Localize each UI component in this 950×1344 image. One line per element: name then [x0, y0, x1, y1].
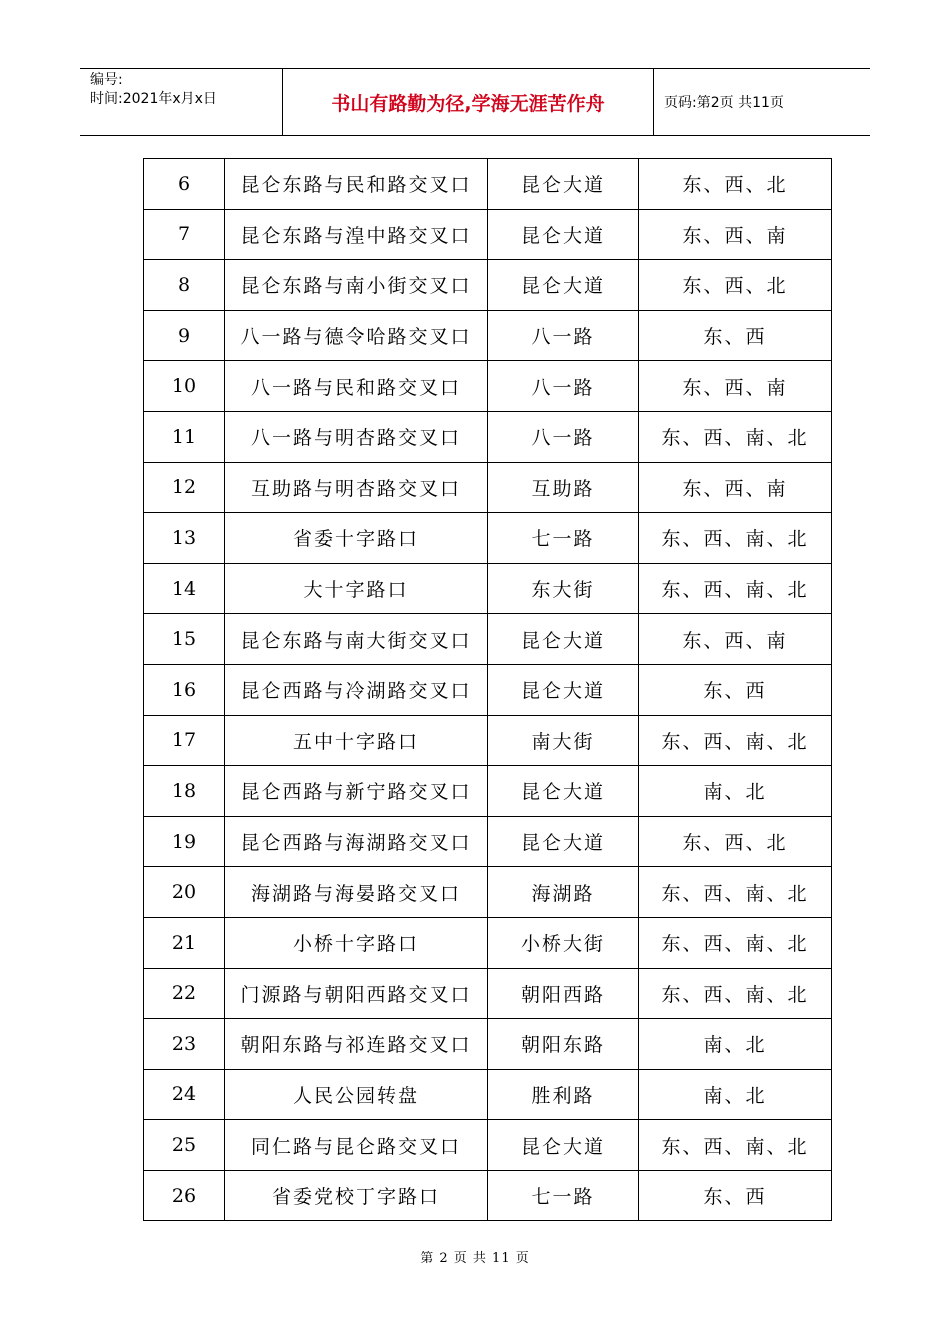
- directions-cell: 东、西、南、北: [639, 1120, 832, 1171]
- row-number-cell: 19: [144, 816, 225, 867]
- table-row: [144, 715, 832, 766]
- directions-cell: 东、西、南、北: [639, 563, 832, 614]
- row-number-cell: 6: [144, 159, 225, 210]
- road-name-cell: 昆仑大道: [488, 260, 639, 311]
- row-number-cell: 14: [144, 563, 225, 614]
- directions-cell: 东、西、南、北: [639, 867, 832, 918]
- page-header: [80, 68, 870, 136]
- directions-cell: 南、北: [639, 1069, 832, 1120]
- table-row: [144, 1069, 832, 1120]
- directions-cell: 东、西、南: [639, 614, 832, 665]
- directions-cell: 东、西: [639, 664, 832, 715]
- road-name-cell: 八一路: [488, 411, 639, 462]
- row-number-cell: 11: [144, 411, 225, 462]
- table-row: [144, 563, 832, 614]
- directions-cell: 东、西、北: [639, 260, 832, 311]
- road-name-cell: 昆仑大道: [488, 766, 639, 817]
- directions-cell: 东、西、南、北: [639, 411, 832, 462]
- directions-cell: 东、西: [639, 310, 832, 361]
- road-name-cell: 东大街: [488, 563, 639, 614]
- table-row: [144, 968, 832, 1019]
- row-number-cell: 10: [144, 361, 225, 412]
- intersection-name-cell: 八一路与明杏路交叉口: [225, 411, 488, 462]
- row-number-cell: 18: [144, 766, 225, 817]
- intersection-name-cell: 八一路与民和路交叉口: [225, 361, 488, 412]
- intersection-name-cell: 海湖路与海晏路交叉口: [225, 867, 488, 918]
- road-name-cell: 胜利路: [488, 1069, 639, 1120]
- intersection-name-cell: 昆仑东路与南小街交叉口: [225, 260, 488, 311]
- directions-cell: 东、西、南: [639, 462, 832, 513]
- header-motto: 书山有路勤为径,学海无涯苦作舟: [282, 69, 654, 135]
- intersection-name-cell: 同仁路与昆仑路交叉口: [225, 1120, 488, 1171]
- intersection-name-cell: 互助路与明杏路交叉口: [225, 462, 488, 513]
- road-name-cell: 八一路: [488, 361, 639, 412]
- table-row: [144, 310, 832, 361]
- intersection-table-container: [143, 158, 832, 1221]
- row-number-cell: 15: [144, 614, 225, 665]
- intersection-table: [143, 158, 832, 1221]
- table-row: [144, 614, 832, 665]
- intersection-name-cell: 五中十字路口: [225, 715, 488, 766]
- table-row: [144, 816, 832, 867]
- table-row: [144, 1120, 832, 1171]
- row-number-cell: 24: [144, 1069, 225, 1120]
- table-row: [144, 462, 832, 513]
- road-name-cell: 昆仑大道: [488, 209, 639, 260]
- table-row: [144, 766, 832, 817]
- table-row: [144, 664, 832, 715]
- row-number-cell: 12: [144, 462, 225, 513]
- table-row: [144, 867, 832, 918]
- intersection-name-cell: 昆仑西路与冷湖路交叉口: [225, 664, 488, 715]
- road-name-cell: 互助路: [488, 462, 639, 513]
- directions-cell: 东、西、南、北: [639, 513, 832, 564]
- table-row: [144, 260, 832, 311]
- row-number-cell: 26: [144, 1170, 225, 1221]
- directions-cell: 南、北: [639, 766, 832, 817]
- directions-cell: 东、西、南、北: [639, 968, 832, 1019]
- row-number-cell: 21: [144, 917, 225, 968]
- row-number-cell: 25: [144, 1120, 225, 1171]
- intersection-table-body: [144, 159, 832, 1221]
- document-date: 时间:2021年x月x日: [90, 91, 217, 107]
- row-number-cell: 20: [144, 867, 225, 918]
- row-number-cell: 17: [144, 715, 225, 766]
- table-row: [144, 917, 832, 968]
- intersection-name-cell: 小桥十字路口: [225, 917, 488, 968]
- road-name-cell: 八一路: [488, 310, 639, 361]
- header-page-code: 页码:第2页 共11页: [664, 95, 784, 111]
- road-name-cell: 小桥大街: [488, 917, 639, 968]
- intersection-name-cell: 省委党校丁字路口: [225, 1170, 488, 1221]
- road-name-cell: 南大街: [488, 715, 639, 766]
- road-name-cell: 海湖路: [488, 867, 639, 918]
- intersection-name-cell: 门源路与朝阳西路交叉口: [225, 968, 488, 1019]
- table-row: [144, 513, 832, 564]
- table-row: [144, 1019, 832, 1070]
- directions-cell: 东、西、南、北: [639, 917, 832, 968]
- row-number-cell: 8: [144, 260, 225, 311]
- road-name-cell: 七一路: [488, 1170, 639, 1221]
- row-number-cell: 16: [144, 664, 225, 715]
- road-name-cell: 昆仑大道: [488, 614, 639, 665]
- road-name-cell: 昆仑大道: [488, 159, 639, 210]
- road-name-cell: 朝阳东路: [488, 1019, 639, 1070]
- road-name-cell: 昆仑大道: [488, 816, 639, 867]
- row-number-cell: 22: [144, 968, 225, 1019]
- intersection-name-cell: 大十字路口: [225, 563, 488, 614]
- intersection-name-cell: 人民公园转盘: [225, 1069, 488, 1120]
- intersection-name-cell: 朝阳东路与祁连路交叉口: [225, 1019, 488, 1070]
- intersection-name-cell: 昆仑西路与海湖路交叉口: [225, 816, 488, 867]
- document-number-label: 编号:: [90, 72, 123, 88]
- directions-cell: 东、西、南: [639, 209, 832, 260]
- table-row: [144, 1170, 832, 1221]
- table-row: [144, 361, 832, 412]
- intersection-name-cell: 八一路与德令哈路交叉口: [225, 310, 488, 361]
- road-name-cell: 昆仑大道: [488, 664, 639, 715]
- page-footer: 第 2 页 共 11 页: [420, 1251, 530, 1266]
- directions-cell: 东、西: [639, 1170, 832, 1221]
- row-number-cell: 9: [144, 310, 225, 361]
- intersection-name-cell: 昆仑东路与民和路交叉口: [225, 159, 488, 210]
- intersection-name-cell: 昆仑东路与湟中路交叉口: [225, 209, 488, 260]
- road-name-cell: 七一路: [488, 513, 639, 564]
- directions-cell: 南、北: [639, 1019, 832, 1070]
- intersection-name-cell: 昆仑东路与南大街交叉口: [225, 614, 488, 665]
- directions-cell: 东、西、南: [639, 361, 832, 412]
- table-row: [144, 159, 832, 210]
- directions-cell: 东、西、北: [639, 816, 832, 867]
- intersection-name-cell: 昆仑西路与新宁路交叉口: [225, 766, 488, 817]
- row-number-cell: 13: [144, 513, 225, 564]
- row-number-cell: 23: [144, 1019, 225, 1070]
- intersection-name-cell: 省委十字路口: [225, 513, 488, 564]
- road-name-cell: 昆仑大道: [488, 1120, 639, 1171]
- header-meta: [80, 69, 282, 135]
- row-number-cell: 7: [144, 209, 225, 260]
- road-name-cell: 朝阳西路: [488, 968, 639, 1019]
- table-row: [144, 209, 832, 260]
- directions-cell: 东、西、南、北: [639, 715, 832, 766]
- table-row: [144, 411, 832, 462]
- directions-cell: 东、西、北: [639, 159, 832, 210]
